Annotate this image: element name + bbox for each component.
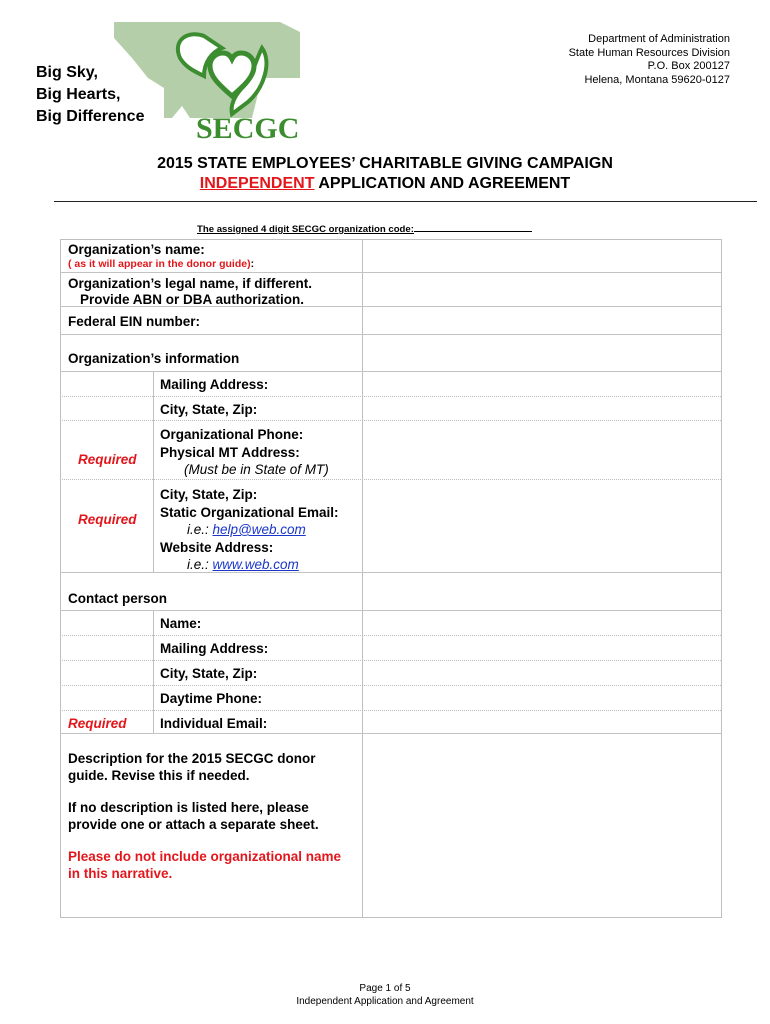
contact-mailing-input[interactable] [363,636,720,660]
mailing-address-input[interactable] [363,372,720,396]
mailing-address-label: Mailing Address: [160,377,269,392]
daytime-phone-label: Daytime Phone: [160,691,263,706]
page-number: Page 1 of 5 [359,983,411,994]
legal-name-input[interactable] [363,273,720,306]
description-label-1: Description for the 2015 SECGC donor [68,751,316,766]
department-address [569,33,730,87]
required-label-physical: Required [78,452,137,467]
donor-guide-note: ( as it will appear in the donor guide) [68,258,251,270]
website-example-link[interactable]: www.web.com [212,557,299,572]
org-code-blank[interactable] [414,222,532,232]
description-label-2: guide. Revise this if needed. [68,768,250,783]
org-name-label: Organization’s name: [68,242,205,257]
title-line-2 [0,174,770,194]
department-line-4: Helena, Montana 59620-0127 [584,73,730,86]
email-example-prefix: i.e.: [187,522,213,537]
required-column-divider-2 [153,610,154,733]
page-footer [0,982,770,1008]
department-line-2: State Human Resources Division [568,46,730,59]
description-input[interactable] [363,734,720,916]
contact-name-label: Name: [160,616,202,631]
phone-physical-address-input[interactable] [363,421,720,479]
row-line [60,334,721,335]
org-name-note [68,258,254,270]
website-label: Website Address: [160,540,274,555]
donor-guide-colon: : [250,258,255,270]
required-label-individual-email: Required [68,716,127,731]
daytime-phone-input[interactable] [363,686,720,710]
narrative-warning-1: Please do not include organizational name [68,849,342,864]
contact-city-label: City, State, Zip: [160,666,258,681]
row-line [60,572,721,573]
legal-name-instruction: Provide ABN or DBA authorization. [80,292,305,307]
website-example-prefix: i.e.: [187,557,213,572]
org-name-input[interactable] [363,240,720,272]
email-example-link[interactable]: help@web.com [212,522,306,537]
contact-name-input[interactable] [363,611,720,635]
footer-doc-title: Independent Application and Agreement [296,996,474,1007]
title-line-1: 2015 STATE EMPLOYEES’ CHARITABLE GIVING CAMPAIGN [157,155,613,172]
contact-city-input[interactable] [363,661,720,685]
website-example-line [187,556,299,573]
contact-person-heading: Contact person [68,591,168,606]
title-independent: INDEPENDENT [199,175,315,192]
org-info-heading: Organization’s information [68,351,240,366]
logo-text: SECGC [196,112,300,143]
contact-mailing-label: Mailing Address: [160,641,269,656]
physical-address-label: Physical MT Address: [160,445,300,460]
no-description-note-2: provide one or attach a separate sheet. [68,817,319,832]
title-line-2-rest: APPLICATION AND AGREEMENT [314,175,571,192]
city-state-zip-input[interactable] [363,397,720,420]
tagline-line-2: Big Hearts, [36,86,121,103]
tagline-line-1: Big Sky, [36,64,98,81]
no-description-note-1: If no description is listed here, please [68,800,309,815]
org-code-line [197,222,532,235]
legal-name-label: Organization’s legal name, if different. [68,276,313,291]
email-website-input[interactable] [363,480,720,572]
department-line-1: Department of Administration [588,33,730,45]
required-label-email: Required [78,512,137,527]
individual-email-label: Individual Email: [160,716,268,731]
org-code-label: The assigned 4 digit SECGC organization code: [197,224,414,235]
required-column-divider-1 [153,371,154,572]
city-state-zip-label-2: City, State, Zip: [160,487,258,502]
city-state-zip-label: City, State, Zip: [160,402,258,417]
individual-email-input[interactable] [363,711,720,733]
physical-address-note: (Must be in State of MT) [184,462,329,477]
tagline-line-3: Big Difference [36,108,145,125]
org-phone-label: Organizational Phone: [160,427,304,442]
ein-label: Federal EIN number: [68,314,201,329]
title-divider [54,201,757,202]
static-email-label: Static Organizational Email: [160,505,339,520]
narrative-warning-2: in this narrative. [68,866,173,881]
secgc-logo [112,18,312,143]
email-example-line [187,521,306,538]
department-line-3: P.O. Box 200127 [647,60,730,72]
document-title [0,154,770,194]
ein-input[interactable] [363,307,720,334]
